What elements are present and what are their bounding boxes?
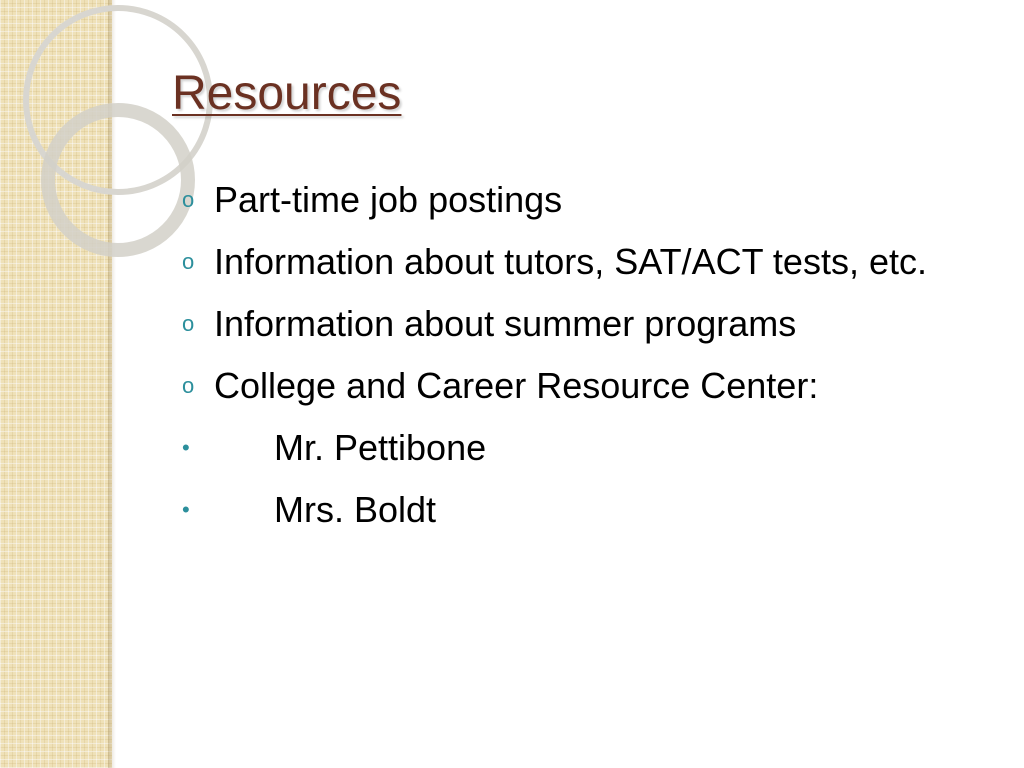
bullet-text: Mrs. Boldt (274, 489, 437, 530)
dot-bullet-icon: • (182, 435, 190, 460)
bullet-list (180, 172, 1000, 544)
hollow-circle-bullet-icon: o (182, 187, 195, 212)
bullet-text: Mr. Pettibone (274, 427, 487, 468)
bullet-text: College and Career Resource Center: (214, 365, 819, 406)
hollow-circle-bullet-icon: o (182, 311, 195, 336)
bullet-text: Information about summer programs (214, 303, 797, 344)
bullet-item-contact (180, 420, 1000, 475)
bullet-item (180, 234, 1000, 289)
bullet-text: Part-time job postings (214, 179, 563, 220)
hollow-circle-bullet-icon: o (182, 373, 195, 398)
bullet-item (180, 296, 1000, 351)
hollow-circle-bullet-icon: o (182, 249, 195, 274)
decorative-rings-graphic (0, 0, 180, 260)
dot-bullet-icon: • (182, 497, 190, 522)
bullet-item (180, 358, 1000, 413)
slide-title: Resources (172, 67, 402, 120)
bullet-item-contact (180, 482, 1000, 537)
bullet-item (180, 172, 1000, 227)
bullet-text: Information about tutors, SAT/ACT tests, etc. (214, 241, 927, 282)
